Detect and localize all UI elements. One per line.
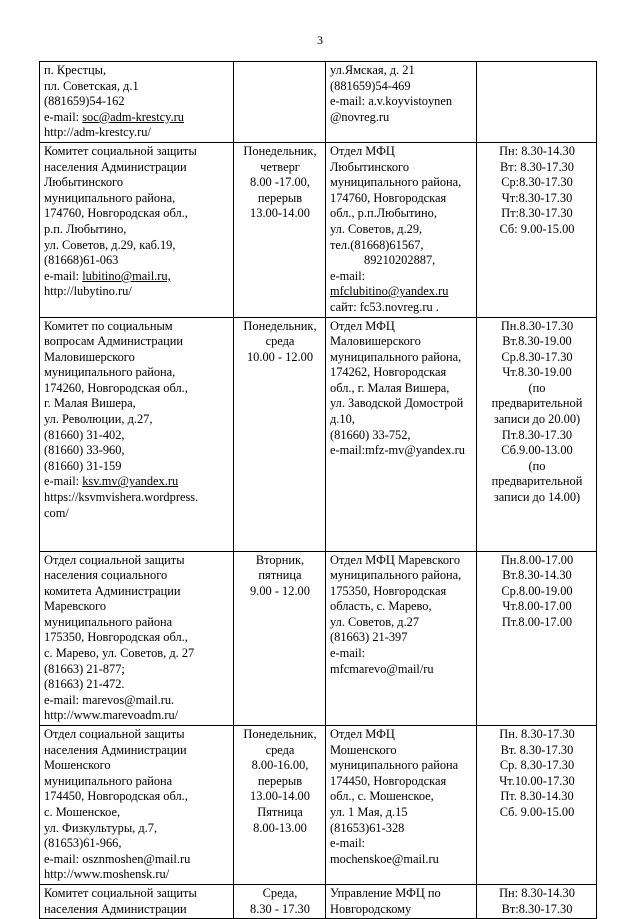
text-line: @novreg.ru <box>330 109 390 124</box>
text-line: e-mail:mfz-mv@yandex.ru <box>330 443 465 458</box>
text-line: Сб.9.00-13.00 <box>501 443 573 458</box>
organization-cell <box>40 142 234 317</box>
text-line: 8.00-16.00, <box>251 758 309 773</box>
text-line: e-mail: <box>330 268 366 283</box>
organization-cell <box>40 884 234 918</box>
text-line: Вт:8.30-17.30 <box>501 901 573 916</box>
text-line: Пн.8.30-17.30 <box>500 318 574 333</box>
text-line: Отдел МФЦ <box>330 318 395 333</box>
text-line: Ср.8.30-17.30 <box>501 349 573 364</box>
text-line: Вт.8.30-19.00 <box>502 334 572 349</box>
text-line: e-mail: <box>330 646 366 661</box>
text-line: населения Администрации <box>44 159 187 174</box>
text-line: Отдел МФЦ Маревского <box>330 552 461 567</box>
text-line: д.10, <box>330 412 355 427</box>
mfc-hours-cell <box>477 726 597 885</box>
reception-hours-cell <box>234 551 326 726</box>
text-line: муниципального района <box>330 758 459 773</box>
text-line: ул. Заводской Домострой <box>330 396 464 411</box>
text-line: 10.00 - 12.00 <box>246 349 314 364</box>
text-line: р.п. Любытино, <box>44 221 127 236</box>
mfc-cell <box>326 726 477 885</box>
social-services-table <box>39 61 597 919</box>
text-line: предварительной <box>491 474 583 489</box>
text-line: тел.(81668)61567, <box>330 237 424 252</box>
text-line: 174262, Новгородская <box>330 365 447 380</box>
text-line: e-mail: marevos@mail.ru. <box>44 692 175 707</box>
text-line: (81660) 33-752, <box>330 427 411 442</box>
text-line: Отдел МФЦ <box>330 727 395 742</box>
text-line: Пятница <box>257 805 303 819</box>
text-line: (81653)61-966, <box>44 836 122 851</box>
text-line: Чт.10.00-17.30 <box>499 773 575 788</box>
text-line: Комитет по социальным <box>44 318 173 333</box>
text-line: населения Администрации <box>44 742 187 757</box>
text-line: Пт:8.30-17.30 <box>501 206 573 221</box>
text-line: перерыв <box>257 190 303 205</box>
text-line: mochenskoe@mail.ru <box>330 851 439 866</box>
text-line: Мошенского <box>330 742 397 757</box>
text-line: 175350, Новгородская обл., <box>44 630 188 645</box>
mfc-cell <box>326 551 477 726</box>
text-line: Среда, <box>262 885 298 900</box>
text-line: 13.00-14.00 <box>250 206 310 221</box>
text-line: Ср. 8.30-17.30 <box>499 758 575 773</box>
organization-cell <box>40 62 234 143</box>
text-line: муниципального района <box>44 773 173 788</box>
text-line: ул. 1 Мая, д.15 <box>330 805 408 819</box>
text-line: Чт.8.30-19.00 <box>502 365 572 380</box>
text-line: 13.00-14.00 <box>250 789 310 804</box>
text-line: e-mail: a.v.koyvistoynen <box>330 94 453 109</box>
text-line: (81663) 21-397 <box>330 630 408 645</box>
text-line: (81663) 21-877; <box>44 661 125 676</box>
text-line: (по <box>528 380 546 395</box>
text-line: г. Малая Вишера, <box>44 396 136 411</box>
mfc-cell <box>326 142 477 317</box>
text-line: Вт.8.30-14.30 <box>502 568 572 583</box>
mfc-cell <box>326 317 477 551</box>
text-line: Пт.8.30-17.30 <box>501 427 573 442</box>
text-line: http://adm-krestcy.ru/ <box>44 125 151 140</box>
text-line: муниципального района, <box>330 175 462 190</box>
text-line: Понедельник, <box>243 143 317 158</box>
text-line: Сб: 9.00-15.00 <box>499 221 575 236</box>
text-line: обл., г. Малая Вишера, <box>330 380 450 395</box>
text-line: обл., р.п.Любытино, <box>330 206 437 221</box>
text-line: муниципального района, <box>44 190 176 205</box>
text-line: (81660) 33-960, <box>44 443 125 458</box>
text-line: Ср.8.00-19.00 <box>501 583 573 598</box>
text-line: населения Администрации <box>44 901 187 916</box>
mfc-hours-cell <box>477 317 597 551</box>
organization-cell <box>40 551 234 726</box>
text-line: 174760, Новгородская обл., <box>44 206 188 221</box>
text-line: Вт. 8.30-17.30 <box>500 742 574 757</box>
reception-hours-cell <box>234 726 326 885</box>
reception-hours-cell <box>234 142 326 317</box>
organization-cell <box>40 317 234 551</box>
text-line: Любытинского <box>44 175 124 190</box>
text-line: Пн. 8.30-17.30 <box>499 727 575 742</box>
text-line: 175350, Новгородская <box>330 583 447 598</box>
text-line[interactable]: mfclubitino@yandex.ru <box>330 284 449 299</box>
text-line: Пн.8.00-17.00 <box>500 552 574 567</box>
text-line: (по <box>528 458 546 473</box>
table-row <box>40 142 597 317</box>
text-line: муниципального района <box>44 614 173 629</box>
text-line: 174260, Новгородская обл., <box>44 380 188 395</box>
text-line: ул. Советов, д.27 <box>330 614 420 629</box>
text-line: среда <box>265 334 295 349</box>
text-line: (81653)61-328 <box>330 820 405 835</box>
reception-hours-cell <box>234 62 326 143</box>
email-link[interactable]: lubitino@mail.ru, <box>82 268 171 283</box>
text-line: e-mail: soc@adm-krestcy.ru <box>44 109 184 124</box>
text-line: записи до 14.00) <box>493 490 581 505</box>
text-line: e-mail: lubitino@mail.ru, <box>44 268 171 283</box>
text-line: https://ksvmvishera.wordpress. <box>44 490 199 505</box>
reception-hours-cell <box>234 317 326 551</box>
text-line: Мошенского <box>44 758 111 773</box>
mfc-hours-cell <box>477 551 597 726</box>
table-row <box>40 884 597 918</box>
text-line: комитета Администрации <box>44 583 181 598</box>
text-line: четверг <box>260 159 300 174</box>
text-line: Пт. 8.30-14.30 <box>500 789 574 804</box>
text-line: (81660) 31-402, <box>44 427 125 442</box>
text-line: область, с. Марево, <box>330 599 432 614</box>
organization-cell <box>40 726 234 885</box>
text-line: Вторник, <box>255 552 305 567</box>
text-line: Маловишерского <box>330 334 421 349</box>
text-line: 174760, Новгородская <box>330 190 447 205</box>
text-line: Чт.8.00-17.00 <box>502 599 572 614</box>
text-line: Комитет социальной защиты <box>44 885 197 900</box>
text-line: Чт:8.30-17.30 <box>501 190 573 205</box>
text-line: Понедельник, <box>243 727 317 742</box>
reception-hours-cell <box>234 884 326 918</box>
text-line: (81663) 21-472. <box>44 677 125 692</box>
text-line: сайт: fc53.novreg.ru . <box>330 299 439 314</box>
text-line: Пн: 8.30-14.30 <box>499 885 575 900</box>
text-line: Маловишерского <box>44 349 135 364</box>
text-line: http://www.moshensk.ru/ <box>44 867 170 882</box>
mfc-hours-cell <box>477 142 597 317</box>
text-line: ул. Советов, д.29, <box>330 221 423 236</box>
text-line: Отдел социальной защиты <box>44 727 185 742</box>
text-line: пл. Советская, д.1 <box>44 78 139 93</box>
text-line: Понедельник, <box>243 318 317 333</box>
text-line: 9.00 - 12.00 <box>250 583 310 598</box>
mfc-hours-cell <box>477 884 597 918</box>
email-link[interactable]: soc@adm-krestcy.ru <box>82 109 184 124</box>
text-line: 8.00-13.00 <box>253 820 307 835</box>
text-line: 8.30 - 17.30 <box>250 901 310 916</box>
text-line: 174450, Новгородская <box>330 773 447 788</box>
text-line: среда <box>265 742 295 757</box>
text-line: обл., с. Мошенское, <box>330 789 434 804</box>
table-row <box>40 726 597 885</box>
text-line: Комитет социальной защиты <box>44 143 197 158</box>
text-line: mfcmarevo@mail/ru <box>330 661 434 676</box>
text-line: 89210202887, <box>364 253 436 268</box>
text-line: ул.Ямская, д. 21 <box>330 63 415 77</box>
text-line: п. Крестцы, <box>44 63 107 77</box>
text-line: Маревского <box>44 599 107 614</box>
text-line: муниципального района, <box>330 568 462 583</box>
table-row <box>40 317 597 551</box>
text-line: Отдел МФЦ <box>330 143 395 158</box>
text-line: ул. Советов, д.29, каб.19, <box>44 237 176 252</box>
text-line: вопросам Администрации <box>44 334 184 349</box>
text-line: (881659)54-162 <box>44 94 125 109</box>
text-line: (81668)61-063 <box>44 253 119 268</box>
text-line: e-mail: <box>330 836 366 851</box>
text-line: 8.00 -17.00, <box>250 175 310 190</box>
text-line: муниципального района, <box>330 349 462 364</box>
text-line: Управление МФЦ по <box>330 885 441 900</box>
text-line: муниципального района, <box>44 365 176 380</box>
text-line: записи до 20.00) <box>493 412 581 427</box>
table-row <box>40 62 597 143</box>
email-link[interactable]: ksv.mv@yandex.ru <box>82 474 179 489</box>
text-line: пятница <box>258 568 302 583</box>
mfc-cell <box>326 884 477 918</box>
text-line: Любытинского <box>330 159 410 174</box>
mfc-cell <box>326 62 477 143</box>
text-line: Сб. 9.00-15.00 <box>499 805 575 819</box>
mfc-hours-cell <box>477 62 597 143</box>
text-line: Пн: 8.30-14.30 <box>499 143 575 158</box>
text-line: Вт: 8.30-17.30 <box>500 159 574 174</box>
text-line: населения социального <box>44 568 168 583</box>
text-line: http://lubytino.ru/ <box>44 284 132 299</box>
text-line: 174450, Новгородская обл., <box>44 789 188 804</box>
table-body <box>40 62 597 919</box>
text-line: Ср:8.30-17.30 <box>501 175 573 190</box>
text-line: e-mail: osznmoshen@mail.ru <box>44 851 191 866</box>
text-line: Пт.8.00-17.00 <box>501 614 573 629</box>
text-line: предварительной <box>491 396 583 411</box>
text-line: http://www.marevoadm.ru/ <box>44 708 179 723</box>
text-line: с. Мошенское, <box>44 805 121 819</box>
text-line: ул. Революции, д.27, <box>44 412 153 427</box>
table-row <box>40 551 597 726</box>
text-line: (81660) 31-159 <box>44 458 122 473</box>
text-line: с. Марево, ул. Советов, д. 27 <box>44 646 195 661</box>
page-number: 3 <box>317 33 323 47</box>
text-line: (881659)54-469 <box>330 78 411 93</box>
text-line: ул. Физкультуры, д.7, <box>44 820 158 835</box>
text-line: перерыв <box>257 773 303 788</box>
text-line: com/ <box>44 505 69 520</box>
text-line: Новгородскому <box>330 901 412 916</box>
text-line: e-mail: ksv.mv@yandex.ru <box>44 474 179 489</box>
text-line: Отдел социальной защиты <box>44 552 185 567</box>
